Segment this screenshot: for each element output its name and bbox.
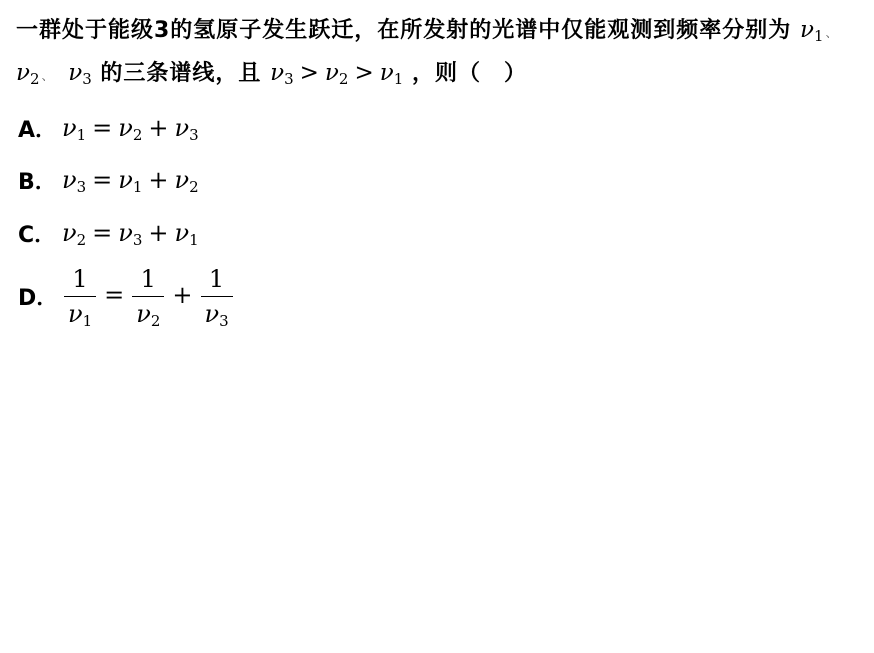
option-a-formula: $\nu_1 = \nu_2 + \nu_3$ xyxy=(62,114,199,144)
option-c[interactable] xyxy=(18,213,199,253)
nu2-symbol: $\nu_2$ xyxy=(16,60,40,88)
question-text-part1: 一群处于能级3的氢原子发生跃迁，在所发射的光谱中仅能观测到频率分别为 xyxy=(16,18,792,43)
option-d-formula: $\frac{1}{\nu_1}$ = $\frac{1}{\nu_2}$ + $\frac{1}{\nu_3}$ xyxy=(62,265,235,328)
fraction: $\frac{1}{\nu_2}$ xyxy=(132,265,164,328)
fraction: $\frac{1}{\nu_1}$ xyxy=(64,265,96,328)
fraction: $\frac{1}{\nu_3}$ xyxy=(201,265,233,328)
option-a-label: A． xyxy=(18,117,58,143)
question-text-part2: 的三条谱线，且 xyxy=(100,61,262,86)
frequency-inequality: $\nu_3 > \nu_2 > \nu_1$ xyxy=(270,60,404,88)
option-b[interactable] xyxy=(18,160,199,200)
option-a[interactable] xyxy=(18,108,199,148)
option-b-label: B． xyxy=(18,169,57,195)
nu3-symbol: $\nu_3$ xyxy=(68,60,92,88)
nu1-symbol: $\nu_1$ xyxy=(799,17,824,45)
option-c-formula: $\nu_2 = \nu_3 + \nu_1$ xyxy=(62,219,199,249)
separator: 、 xyxy=(41,69,55,83)
separator: 、 xyxy=(825,26,839,40)
question-stem xyxy=(16,10,862,96)
question-text-part3: ，则（ ） xyxy=(411,61,527,86)
option-d-label: D． xyxy=(18,285,59,311)
option-b-formula: $\nu_3 = \nu_1 + \nu_2$ xyxy=(62,166,199,196)
option-d[interactable] xyxy=(18,256,235,336)
option-c-label: C． xyxy=(18,222,57,248)
